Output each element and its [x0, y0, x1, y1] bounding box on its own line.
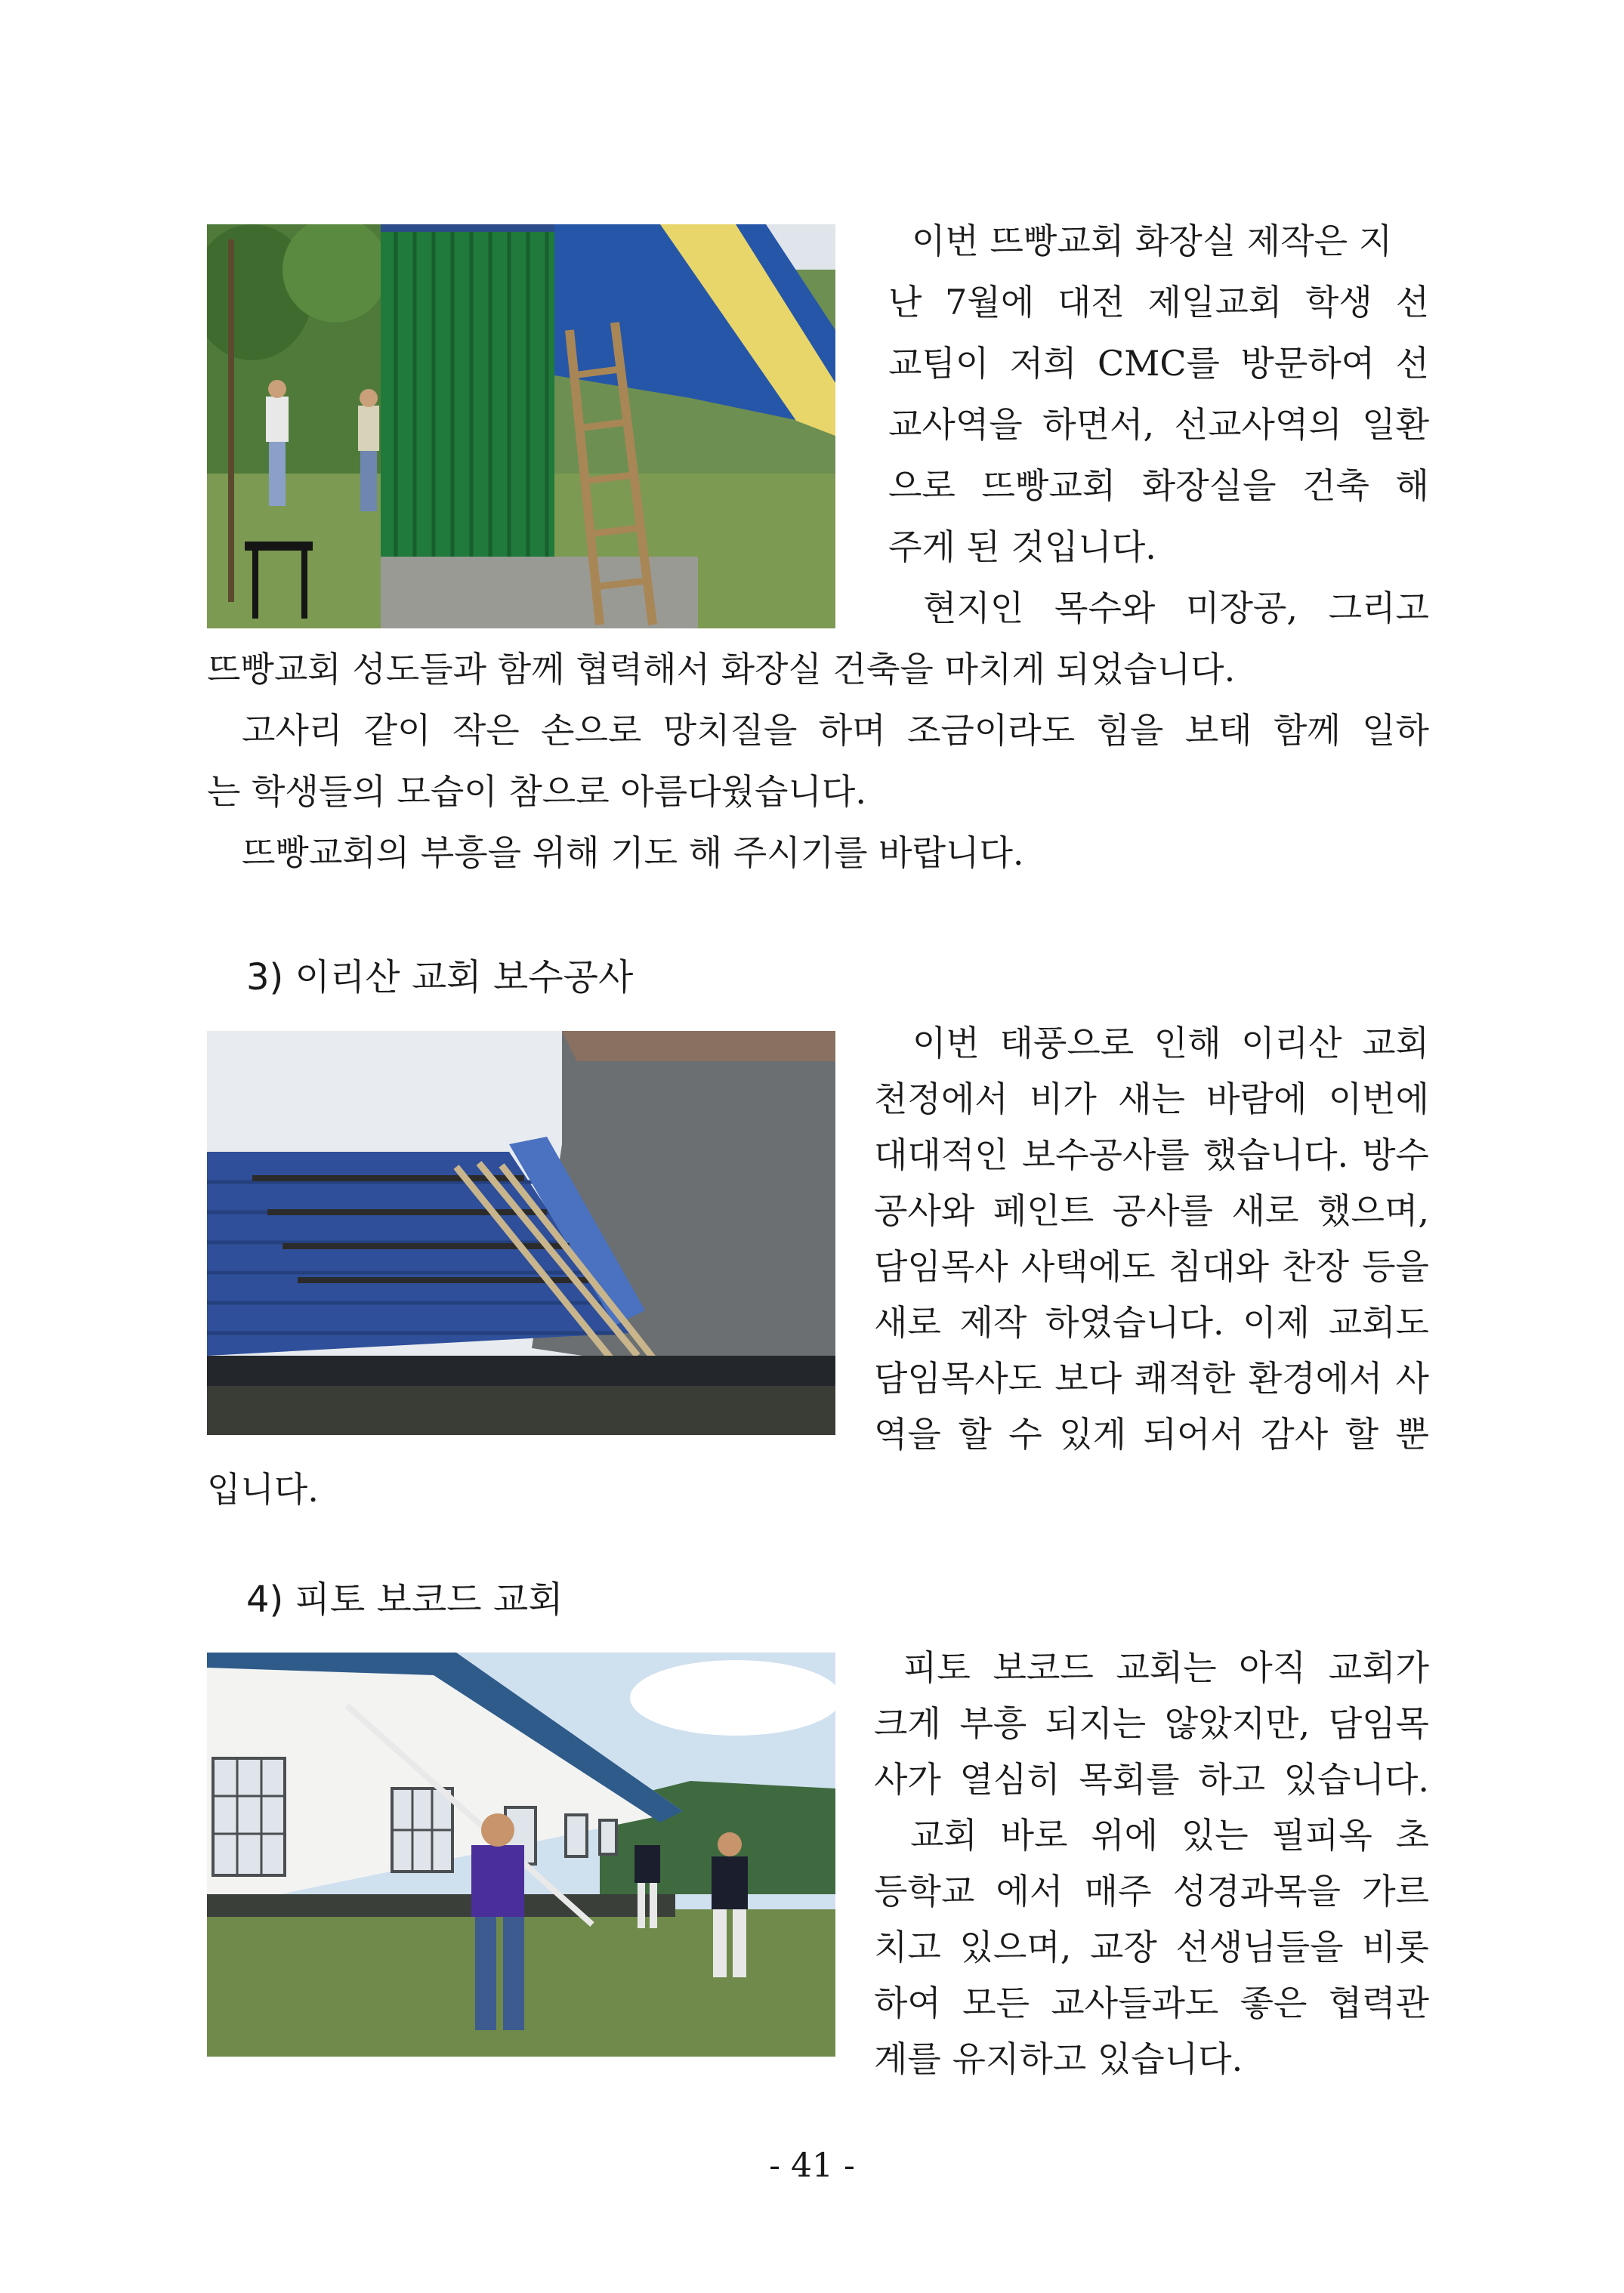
text-line: 담임목사도 보다 쾌적한 환경에서 사 [874, 1358, 1429, 1399]
text-line: 교사역을 하면서, 선교사역의 일환 [888, 404, 1429, 445]
text-line: 크게 부흥 되지는 않았지만, 담임목 [874, 1703, 1429, 1744]
text-line: 사가 열심히 목회를 하고 있습니다. [874, 1759, 1429, 1800]
text-line: 뜨빵교회의 부흥을 위해 기도 해 주시기를 바랍니다. [242, 832, 1024, 873]
text-line: 피토 보코드 교회는 아직 교회가 [903, 1647, 1429, 1688]
text-line: 대대적인 보수공사를 했습니다. 방수 [874, 1134, 1429, 1175]
text-line: 뜨빵교회 성도들과 함께 협력해서 화장실 건축을 마치게 되었습니다. [207, 649, 1236, 690]
photo-church-painting [207, 1653, 835, 2057]
text-line: 으로 뜨빵교회 화장실을 건축 해 [888, 465, 1429, 506]
text-line: 담임목사 사택에도 침대와 찬장 등을 [874, 1246, 1429, 1287]
text-line: 고사리 같이 작은 손으로 망치질을 하며 조금이라도 힘을 보태 함께 일하 [242, 710, 1429, 751]
photo-toilet-construction [207, 224, 835, 628]
text-line: 교회 바로 위에 있는 필피옥 초 [910, 1815, 1429, 1856]
text-line: 입니다. [207, 1469, 319, 1510]
text-line: 주게 된 것입니다. [888, 526, 1156, 567]
text-line: 역을 할 수 있게 되어서 감사 할 뿐 [874, 1414, 1429, 1455]
text-line: 이번 뜨빵교회 화장실 제작은 지 [912, 221, 1393, 261]
section-heading: 3) 이리산 교회 보수공사 [246, 956, 634, 998]
text-line: 난 7월에 대전 제일교회 학생 선 [888, 282, 1429, 323]
text-line: 새로 제작 하였습니다. 이제 교회도 [874, 1302, 1429, 1343]
text-line: 공사와 페인트 공사를 새로 했으며, [874, 1190, 1429, 1231]
text-line: 하여 모든 교사들과도 좋은 협력관 [874, 1983, 1429, 2023]
section-heading: 4) 피토 보코드 교회 [246, 1579, 563, 1621]
text-line: 계를 유지하고 있습니다. [874, 2038, 1243, 2079]
text-line: 등학교 에서 매주 성경과목을 가르 [874, 1871, 1429, 1912]
text-line: 는 학생들의 모습이 참으로 아름다웠습니다. [207, 771, 866, 812]
text-line: 이번 태풍으로 인해 이리산 교회 [912, 1023, 1429, 1063]
text-line: 천정에서 비가 새는 바람에 이번에 [874, 1079, 1429, 1119]
text-line: 치고 있으며, 교장 선생님들을 비롯 [874, 1927, 1429, 1967]
photo-roof-repair [207, 1031, 835, 1435]
text-line: 현지인 목수와 미장공, 그리고 [923, 588, 1429, 628]
text-line: 교팀이 저희 CMC를 방문하여 선 [888, 343, 1429, 384]
page-number: - 41 - [769, 2146, 855, 2185]
